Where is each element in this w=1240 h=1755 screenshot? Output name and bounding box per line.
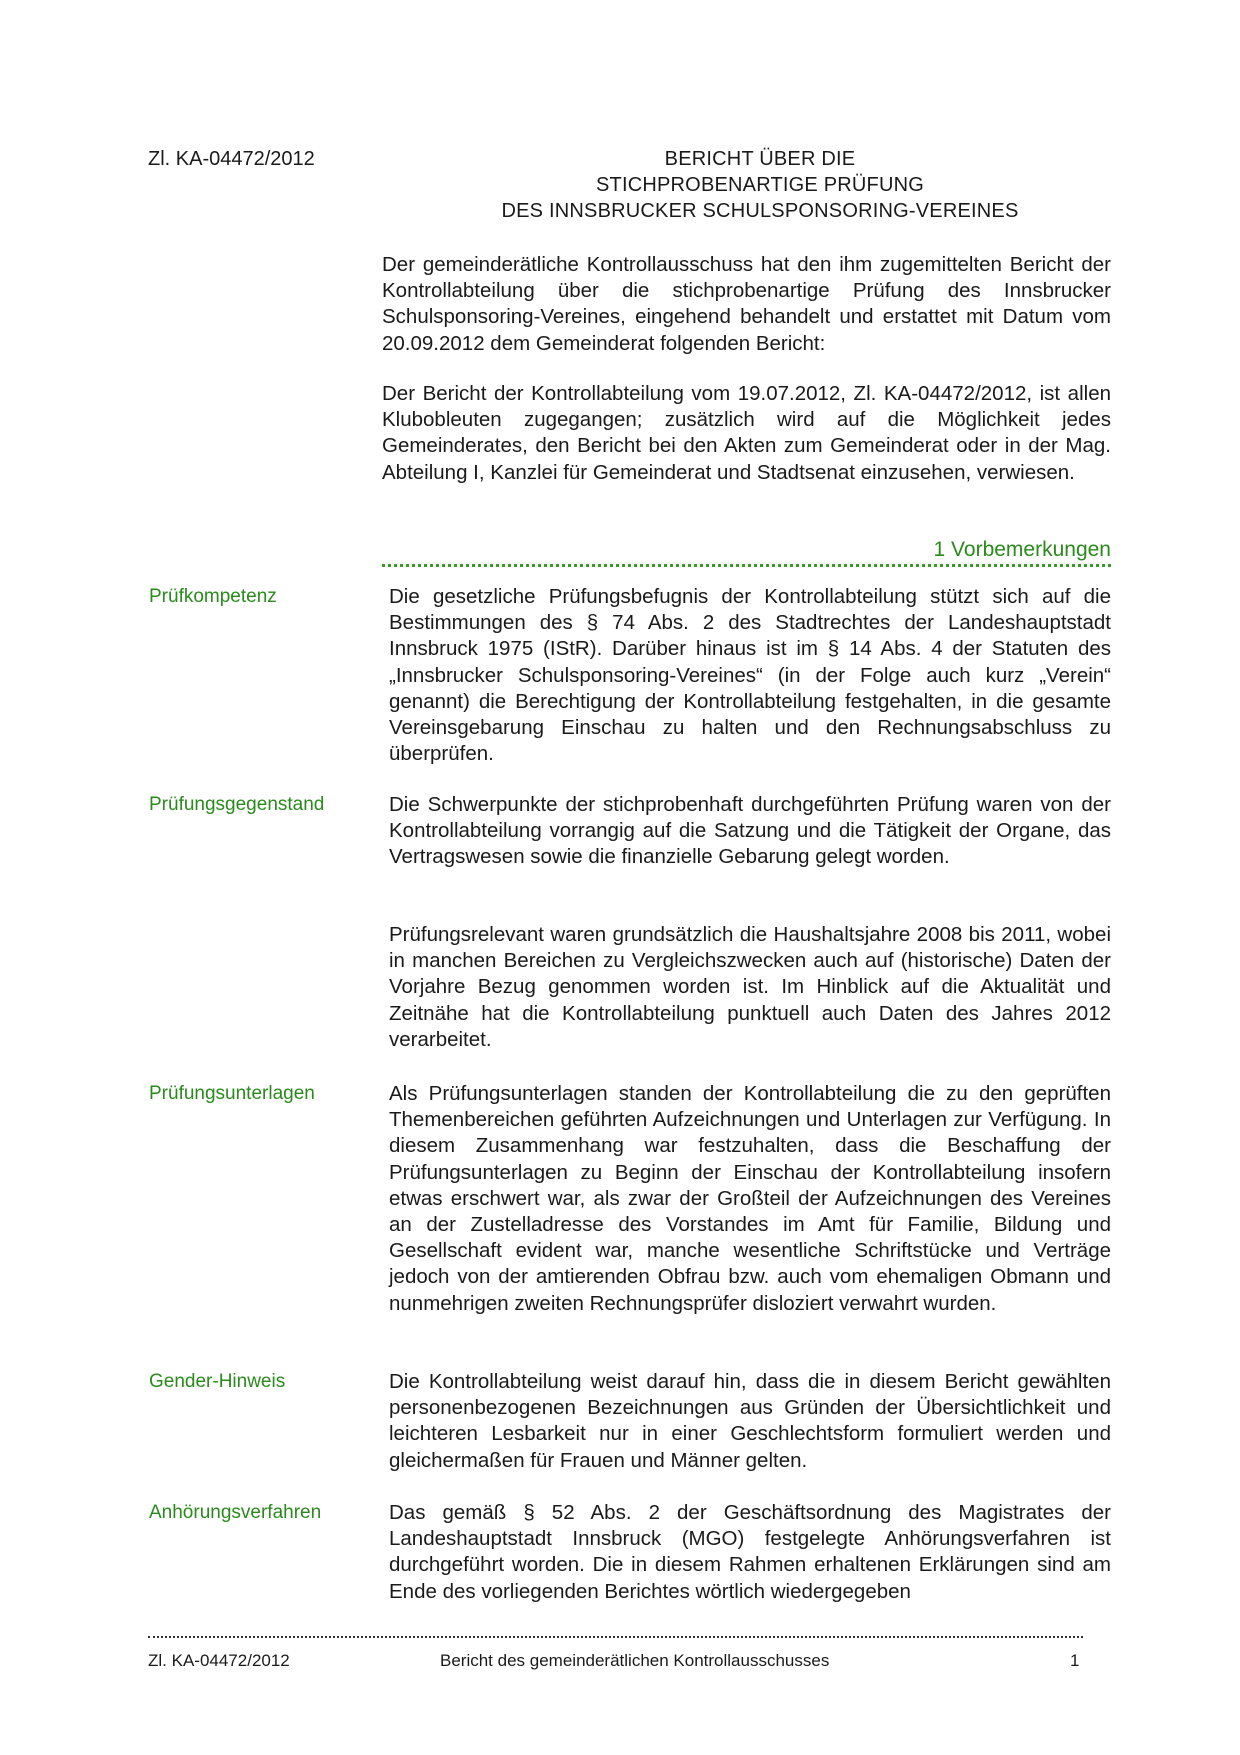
document-reference: Zl. KA-04472/2012	[148, 148, 315, 170]
intro-paragraph-2: Der Bericht der Kontrollabteilung vom 19.07.2012, Zl. KA-04472/2012, ist allen Klubobleuten zugegangen; zusätzlich wird auf die Möglichkeit jedes Gemeinderates, den Bericht bei den Akten zum Gemeinderat oder in der Mag. Abteilung I, Kanzlei für Gemeinderat und Stadtsenat einzusehen, verwiesen.	[382, 382, 1111, 484]
paragraph-anhoerungsverfahren: Das gemäß § 52 Abs. 2 der Geschäftsordnung des Magistrates der Landeshauptstadt Innsbruck (MGO) festgelegte Anhörungsverfahren ist durchgeführt worden. Die in diesem Rahmen erhaltenen Erklärungen sind am Ende des vorliegenden Berichtes wörtlich wiedergegeben	[389, 1501, 1111, 1603]
paragraph-pruefungsgegenstand-1: Die Schwerpunkte der stichprobenhaft durchgeführten Prüfung waren von der Kontrollabteilung vorrangig auf die Satzung und die Tätigkeit der Organe, das Vertragswesen sowie die finanzielle Gebarung gelegt worden.	[389, 793, 1111, 869]
paragraph-pruefungsunterlagen: Als Prüfungsunterlagen standen der Kontrollabteilung die zu den geprüften Themenbereichen geführten Aufzeichnungen und Unterlagen zur Verfügung. In diesem Zusammenhang war festzuhalten, dass die Beschaffung der Prüfungsunterlagen zu Beginn der Einschau der Kontrollabteilung insofern etwas erschwert war, als zwar der Großteil der Aufzeichnungen des Vereines an der Zustelladresse des Vorstandes im Amt für Familie, Bildung und Gesellschaft evident war, manche wesentliche Schriftstücke und Verträge jedoch von der amtierenden Obfrau bzw. auch vom ehemaligen Obmann und nunmehrigen zweiten Rechnungsprüfer disloziert verwahrt wurden.	[389, 1082, 1111, 1315]
footer-reference: Zl. KA-04472/2012	[148, 1651, 290, 1670]
title-line-3: DES INNSBRUCKER SCHULSPONSORING-VEREINES	[501, 200, 1019, 222]
margin-label-pruefungsgegenstand: Prüfungsgegenstand	[149, 794, 325, 815]
margin-label-anhoerungsverfahren: Anhörungsverfahren	[149, 1502, 322, 1523]
intro-paragraph-1: Der gemeinderätliche Kontrollausschuss hat den ihm zugemittelten Bericht der Kontrollabteilung über die stichprobenartige Prüfung des Innsbrucker Schulsponsoring-Vereines, eingehend behandelt und erstattet mit Datum vom 20.09.2012 dem Gemeinderat folgenden Bericht:	[382, 253, 1111, 355]
margin-label-pruefungsunterlagen: Prüfungsunterlagen	[149, 1083, 315, 1104]
paragraph-pruefungsgegenstand-2: Prüfungsrelevant waren grundsätzlich die Haushaltsjahre 2008 bis 2011, wobei in manchen Bereichen zu Vergleichszwecken auch auf (historische) Daten der Vorjahre Bezug genommen worden ist. Im Hinblick auf die Aktualität und Zeitnähe hat die Kontrollabteilung punktuell auch Daten des Jahres 2012 verarbeitet.	[389, 923, 1111, 1051]
page-number: 1	[1070, 1651, 1080, 1670]
paragraph-pruefkompetenz: Die gesetzliche Prüfungsbefugnis der Kontrollabteilung stützt sich auf die Bestimmungen des § 74 Abs. 2 des Stadtrechtes der Landeshauptstadt Innsbruck 1975 (IStR). Darüber hinaus ist im § 14 Abs. 4 der Statuten des „Innsbrucker Schulsponsoring-Vereines“ (in der Folge auch kurz „Verein“ genannt) die Berechtigung der Kontrollabteilung festgehalten, in die gesamte Vereinsgebarung Einschau zu halten und den Rechnungsabschluss zu überprüfen.	[389, 585, 1111, 766]
margin-label-gender-hinweis: Gender-Hinweis	[149, 1371, 286, 1392]
paragraph-gender-hinweis: Die Kontrollabteilung weist darauf hin, dass die in diesem Bericht gewählten personenbezogenen Bezeichnungen aus Gründen der Übersichtlichkeit und leichteren Lesbarkeit nur in einer Geschlechtsform formuliert werden und gleichermaßen für Frauen und Männer gelten.	[389, 1370, 1111, 1472]
title-line-2: STICHPROBENARTIGE PRÜFUNG	[596, 174, 924, 196]
footer-title: Bericht des gemeinderätlichen Kontrollausschusses	[440, 1651, 830, 1670]
document-title	[440, 146, 1080, 224]
section-divider	[382, 564, 1111, 567]
section-heading: 1 Vorbemerkungen	[933, 538, 1111, 561]
footer-divider	[148, 1636, 1083, 1638]
title-line-1: BERICHT ÜBER DIE	[664, 148, 856, 170]
margin-label-pruefkompetenz: Prüfkompetenz	[149, 586, 277, 607]
